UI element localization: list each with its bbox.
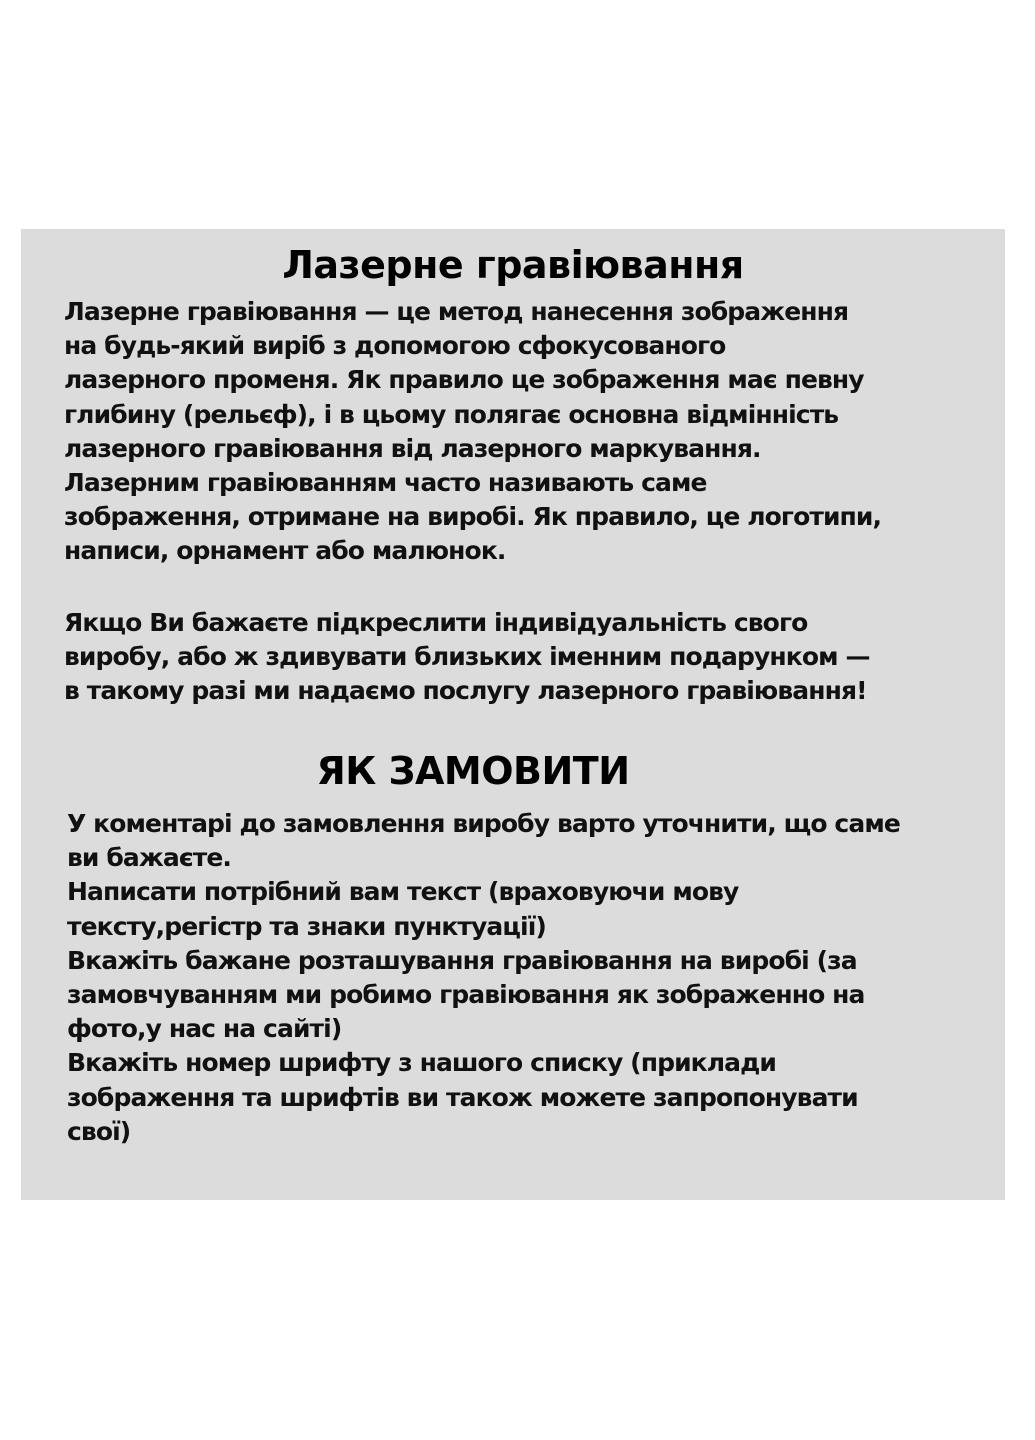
text-line: виробу, або ж здивувати близьких іменним подарунком — xyxy=(64,642,870,672)
text-line: Лазерне гравіювання — це метод нанесення зображення xyxy=(64,297,849,326)
text-line: в такому разі ми надаємо послугу лазерного гравіювання! xyxy=(64,676,867,706)
text-line: зображення, отримане на виробі. Як правило, це логотипи, xyxy=(64,502,882,532)
text-line: Якщо Ви бажаєте підкреслити індивідуальність свого xyxy=(64,608,808,637)
text-line: лазерного променя. Як правило це зображення має певну xyxy=(64,365,864,395)
info-panel xyxy=(21,229,1005,1200)
text-line: свої) xyxy=(67,1116,131,1146)
text-line: Вкажіть бажане розташування гравіювання на виробі (за xyxy=(67,945,857,975)
text-line: тексту,регістр та знаки пунктуації) xyxy=(67,911,546,941)
text-line: написи, орнамент або малюнок. xyxy=(64,536,506,566)
text-line: зображення та шрифтів ви також можете запропонувати xyxy=(67,1082,858,1112)
section-title-how-to-order: ЯК ЗАМОВИТИ xyxy=(316,749,630,793)
text-line: ви бажаєте. xyxy=(67,843,231,873)
text-line: лазерного гравіювання від лазерного маркування. xyxy=(64,433,761,463)
text-line: У коментарі до замовлення виробу варто уточнити, що саме xyxy=(67,809,900,838)
text-line: Вкажіть номер шрифту з нашого списку (приклади xyxy=(67,1048,777,1078)
description-paragraph xyxy=(64,295,881,569)
order-instructions xyxy=(67,807,900,1149)
text-line: фото,у нас на сайті) xyxy=(67,1014,342,1044)
section-title-laser-engraving: Лазерне гравіювання xyxy=(282,243,744,287)
text-line: Лазерним гравіюванням часто називають саме xyxy=(64,468,707,498)
text-line: Написати потрібний вам текст (враховуючи мову xyxy=(67,877,739,907)
offer-paragraph xyxy=(64,606,870,709)
text-line: на будь-який виріб з допомогою сфокусованого xyxy=(64,331,726,361)
text-line: глибину (рельєф), і в цьому полягає основна відмінність xyxy=(64,399,839,429)
text-line: замовчуванням ми робимо гравіювання як зображенно на xyxy=(67,980,865,1010)
